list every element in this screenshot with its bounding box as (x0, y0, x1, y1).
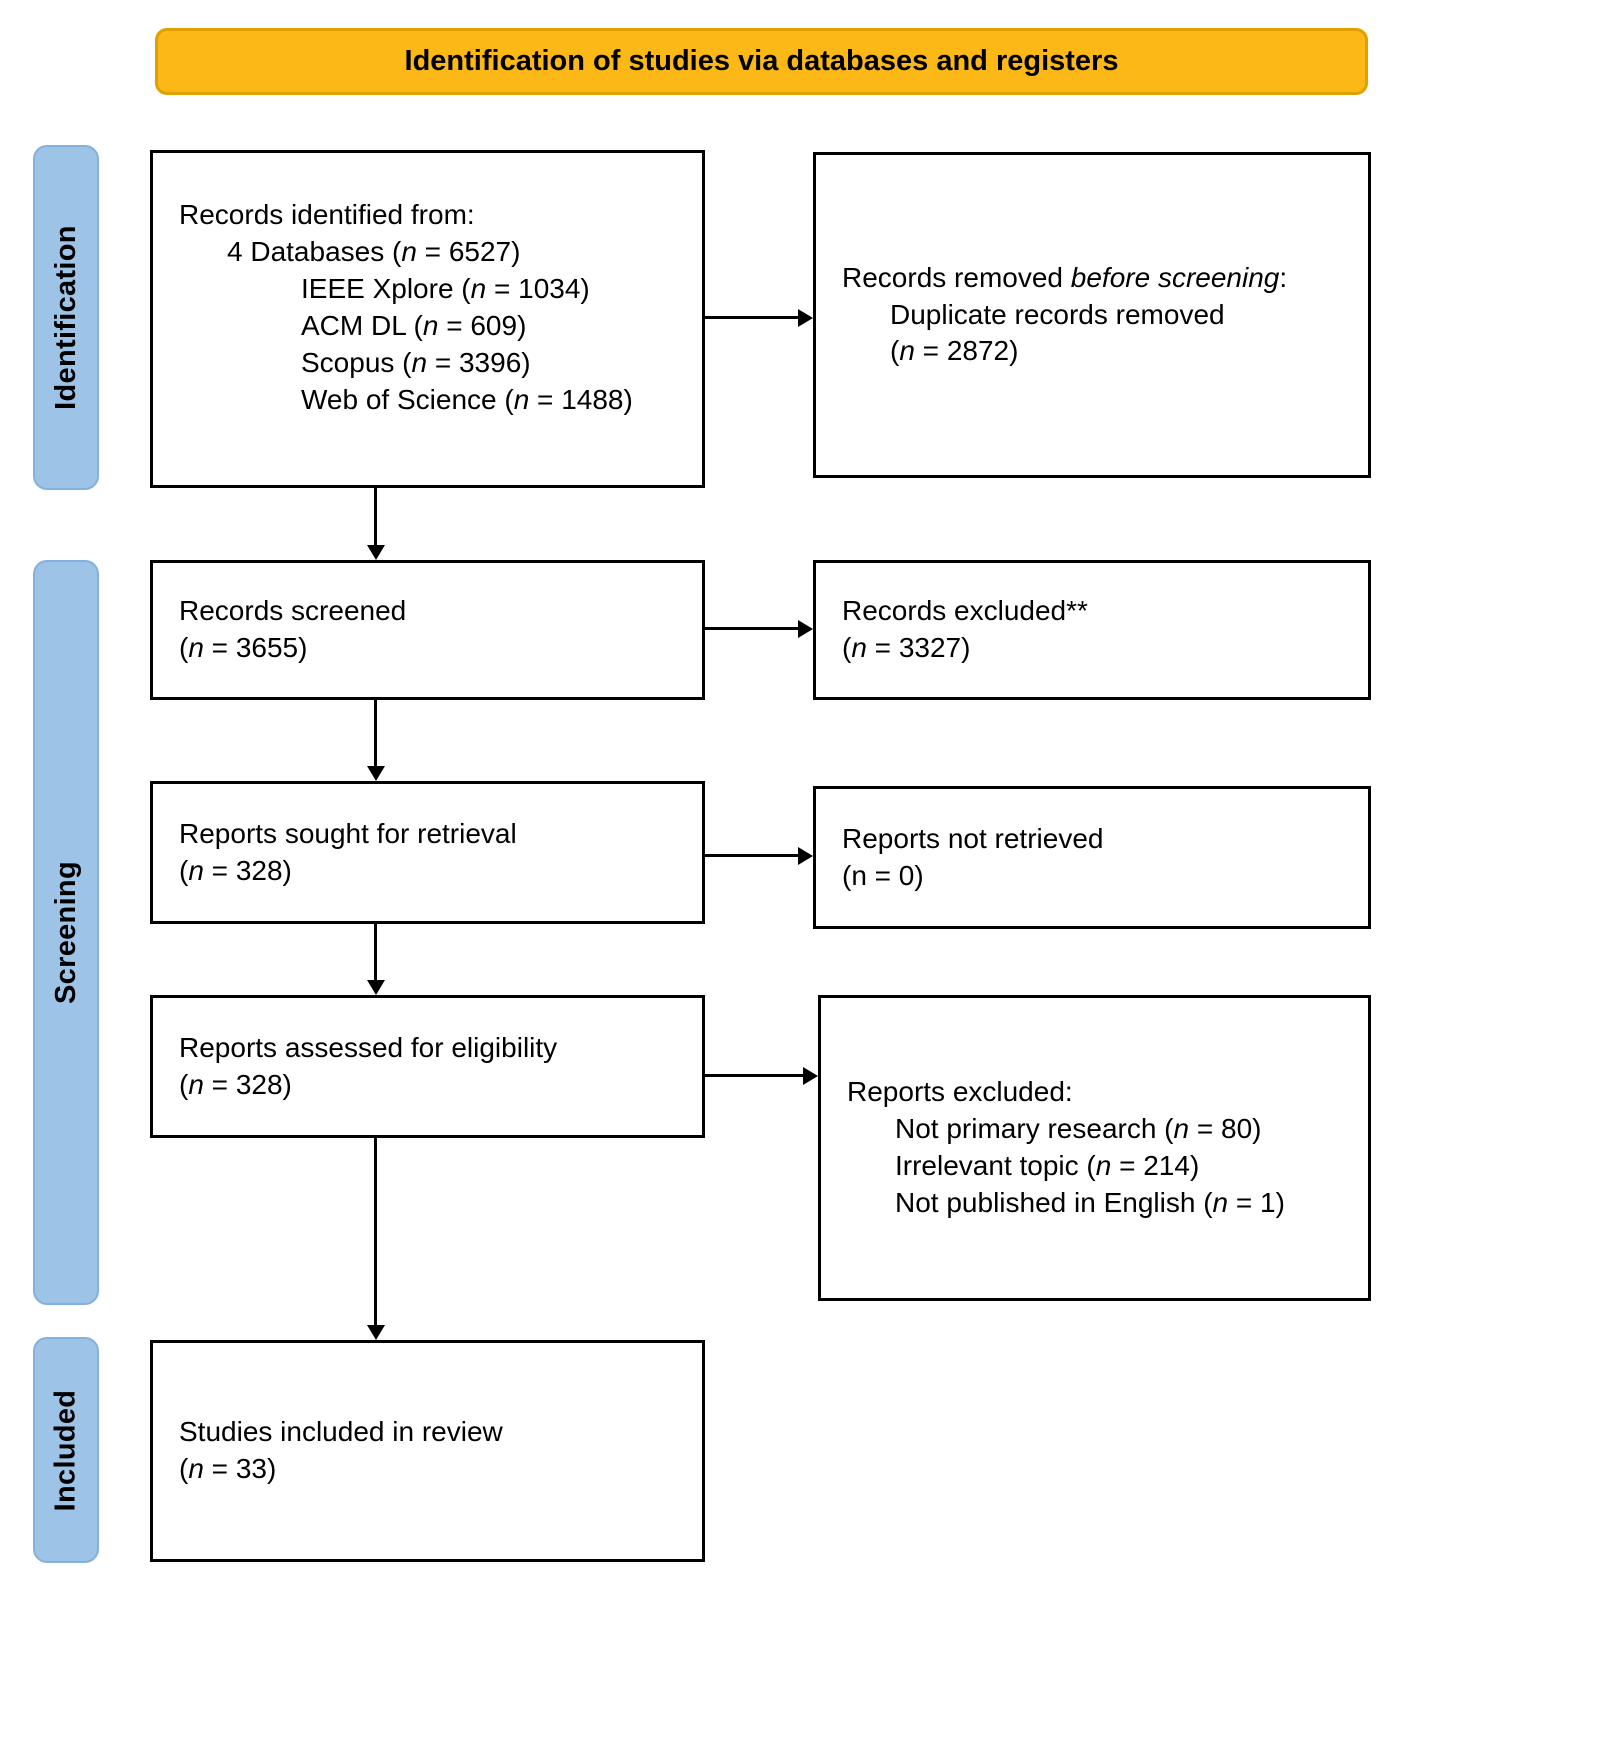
box-records-removed (813, 152, 1371, 478)
box-records-excluded-text: Records excluded** (n = 3327) (842, 595, 1088, 663)
arrow-identified-to-screened (374, 488, 377, 545)
box-records-identified-text: Records identified from: 4 Databases (n = 6527) IEEE Xplore (n = 1034) ACM DL (n = 609) Scopus (n = 3396) Web of Science (n = 1488) (179, 199, 633, 415)
box-reports-not-retrieved-text: Reports not retrieved (n = 0) (842, 822, 1104, 891)
box-records-screened-text: Records screened (n = 3655) (179, 595, 407, 663)
arrow-screened-to-sought (374, 700, 377, 766)
stage-identification (33, 145, 99, 490)
box-studies-included (150, 1340, 705, 1562)
box-records-identified (150, 150, 705, 488)
diagram-title-banner (155, 28, 1368, 95)
box-reports-assessed-text: Reports assessed for eligibility (n = 328) (179, 1031, 558, 1100)
box-reports-excluded-text: Reports excluded: Not primary research (n = 80) Irrelevant topic (n = 214) Not published in English (n = 1) (847, 1076, 1285, 1218)
arrow-assessed-to-reports-excluded (705, 1074, 803, 1077)
arrow-identified-to-removed (705, 316, 798, 319)
stage-screening-label: Screening (49, 861, 82, 1004)
stage-included (33, 1337, 99, 1563)
box-reports-sought-text: Reports sought for retrieval (n = 328) (179, 817, 517, 886)
box-records-removed-text: Records removed before screening: Duplicate records removed (n = 2872) (842, 261, 1288, 367)
diagram-title: Identification of studies via databases and registers (404, 45, 1119, 77)
stage-screening (33, 560, 99, 1305)
box-reports-sought (150, 781, 705, 924)
box-studies-included-text: Studies included in review (n = 33) (179, 1416, 503, 1484)
arrow-sought-to-not-retrieved (705, 854, 798, 857)
box-records-excluded (813, 560, 1371, 700)
arrow-sought-to-assessed (374, 924, 377, 980)
box-records-screened (150, 560, 705, 700)
box-reports-not-retrieved (813, 786, 1371, 929)
arrow-screened-to-excluded (705, 627, 798, 630)
box-reports-excluded (818, 995, 1371, 1301)
box-reports-assessed (150, 995, 705, 1138)
stage-identification-label: Identification (49, 225, 82, 410)
arrow-assessed-to-included (374, 1138, 377, 1325)
stage-included-label: Included (49, 1389, 82, 1511)
